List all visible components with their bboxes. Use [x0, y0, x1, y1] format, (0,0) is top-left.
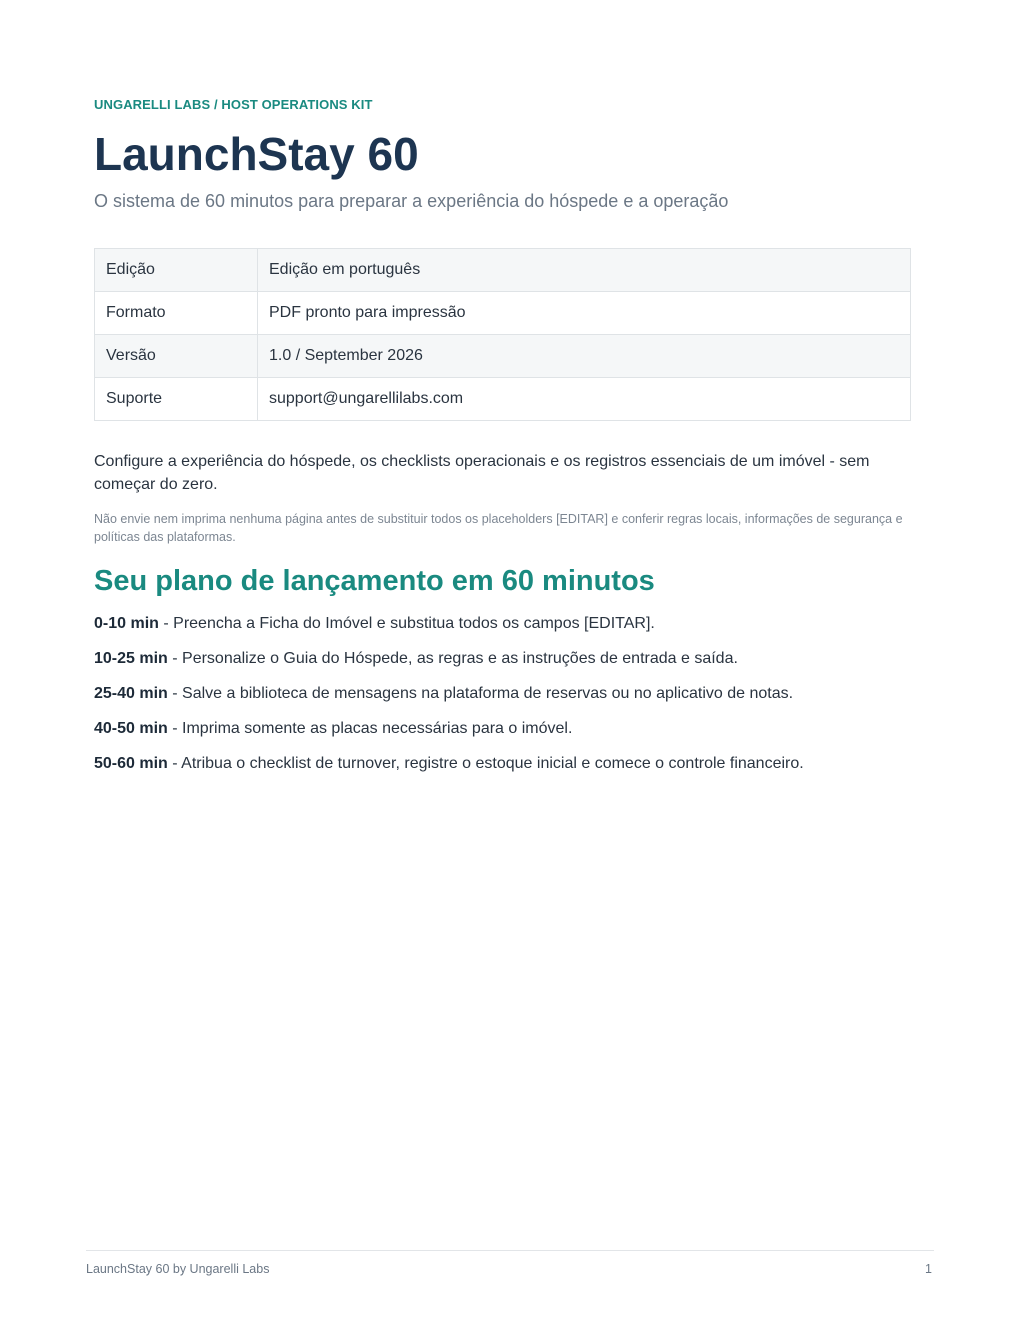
plan-step-text: - Atribua o checklist de turnover, registre o estoque inicial e comece o controle financeiro.: [167, 755, 804, 772]
meta-row-format: [95, 292, 911, 335]
plan-steps-list: [94, 612, 911, 787]
page-number: 1: [925, 1262, 932, 1276]
document-subtitle: O sistema de 60 minutos para preparar a experiência do hóspede e a operação: [94, 191, 729, 211]
meta-row-support: [95, 378, 911, 421]
plan-step: [94, 647, 911, 682]
footer-label: LaunchStay 60 by Ungarelli Labs: [86, 1262, 270, 1276]
plan-step: [94, 752, 911, 787]
document-title: LaunchStay 60: [94, 128, 419, 180]
plan-step-text: - Salve a biblioteca de mensagens na plataforma de reservas ou no aplicativo de notas.: [167, 685, 794, 702]
meta-row-edition: [95, 249, 911, 292]
meta-label: Suporte: [95, 378, 258, 421]
plan-step-time: 0-10 min: [94, 615, 159, 632]
footer-divider: [86, 1250, 934, 1251]
meta-row-version: [95, 335, 911, 378]
plan-step: [94, 717, 911, 752]
plan-step-time: 50-60 min: [94, 755, 168, 772]
eyebrow-label: UNGARELLI LABS / HOST OPERATIONS KIT: [94, 97, 373, 112]
meta-label: Edição: [95, 249, 258, 292]
plan-step-text: - Preencha a Ficha do Imóvel e substitua todos os campos [EDITAR].: [158, 615, 655, 632]
meta-label: Formato: [95, 292, 258, 335]
plan-step-time: 25-40 min: [94, 685, 168, 702]
plan-step-time: 40-50 min: [94, 720, 168, 737]
warning-note: Não envie nem imprima nenhuma página antes de substituir todos os placeholders [EDITAR] e conferir regras locais, informações de segurança e políticas das plataformas.: [94, 512, 903, 544]
intro-paragraph: Configure a experiência do hóspede, os checklists operacionais e os registros essenciais de um imóvel - sem começar do zero.: [94, 453, 870, 493]
plan-step-time: 10-25 min: [94, 650, 168, 667]
plan-step-text: - Personalize o Guia do Hóspede, as regras e as instruções de entrada e saída.: [167, 650, 738, 667]
plan-step-text: - Imprima somente as placas necessárias para o imóvel.: [167, 720, 573, 737]
meta-table: [94, 248, 911, 421]
meta-value: PDF pronto para impressão: [258, 292, 911, 335]
plan-step: [94, 682, 911, 717]
plan-step: [94, 612, 911, 647]
support-email[interactable]: support@ungarellilabs.com: [258, 378, 911, 421]
meta-value: 1.0 / September 2026: [258, 335, 911, 378]
meta-label: Versão: [95, 335, 258, 378]
meta-value: Edição em português: [258, 249, 911, 292]
plan-section-title: Seu plano de lançamento em 60 minutos: [94, 565, 655, 597]
